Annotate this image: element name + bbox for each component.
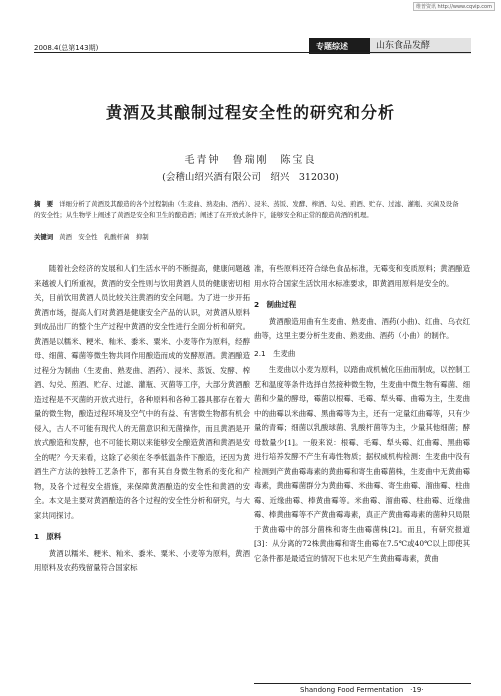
- section-heading-koji: 2 制曲过程: [254, 300, 297, 309]
- authors: 毛青钟 鲁瑞刚 陈宝良: [184, 155, 317, 166]
- watermark: 维普资讯 http://www.cqvip.com: [413, 2, 495, 11]
- issue-number: 2008.4(总第143期): [34, 44, 99, 52]
- footer-rule: [254, 683, 471, 684]
- intro-paragraph: 随着社会经济的发展和人们生活水平的不断提高，健康问题越来越被人们所重视，黄酒的安全性则与饮用黄酒人员的健康密切相关，目前饮用黄酒人员比较关注黄酒的安全问题。为了进一步开拓黄酒市场，提高人们对黄酒是健康安全产品的认识，对黄酒从原料到成品出厂的整个生产过程中黄酒的安全性进行全面分析和研究。黄酒是以糯米、粳米、籼米、黍米、粟米、小麦等作为原料，经醇母、细菌、霉菌等微生物共同作用酿造而成的发酵原酒。黄酒酿造过程分为制曲（生麦曲、熟麦曲、酒药）、浸米、蒸饭、发酵、榨酒、勾兑、煎酒、贮存、过滤、灌瓶、灭菌等工序，大部分黄酒酿造过程是不灭菌的开放式进行，各种原料和各种工器具都存在着大量的微生物，酿造过程环境及空气中的有益、有害微生物都有机会侵入，古人不可能有现代人的无菌意识和无菌操作，而且黄酒是开放式酿造和发酵，也不可能长期以来能够安全酿造黄酒和黄酒是安全的呢？今天来看，这除了必须在冬季低温条件下酿造，还因为黄酒生产方法的独特工艺条件下，都有其自身微生物系的变化和产物，及各个过程安全措施，来保障黄酒酿造的安全性和黄酒的安全。本文是主要对黄酒酿造的各个过程的安全性分析和研究，与大家共同探讨。: [34, 264, 250, 520]
- abstract-label: 摘 要: [34, 200, 54, 208]
- keywords-label: 关键词: [34, 233, 54, 241]
- koji-paragraph: 黄酒酿造用曲有生麦曲、熟麦曲、酒药(小曲)、红曲、乌衣红曲等，这里主要分析生麦曲、熟麦曲、酒药（小曲）的制作。: [254, 316, 470, 340]
- abstract-text: 详细分析了黄酒及其酿造的各个过程制曲（生麦曲、熟麦曲、酒药）、浸米、蒸饭、发酵、榨酒、勾兑、煎酒、贮存、过滤、灌瓶、灭菌及设备的安全性；从生物学上阐述了黄酒是安全和卫生的酿造酒；阐述了在开放式条件下，能够安全和正常的酿造黄酒的机理。: [34, 200, 459, 219]
- keywords-text: 黄酒 安全性 乳酸杆菌 抑制: [59, 233, 149, 241]
- keywords: [34, 232, 464, 241]
- article-title: 黄酒及其酿制过程安全性的研究和分析: [105, 103, 395, 122]
- subsection-heading-raw-wheat-koji: 2.1 生麦曲: [254, 348, 296, 358]
- page-footer: Shandong Food Fermentation ·19·: [300, 686, 424, 694]
- journal-name: 山东食品发酵: [376, 41, 431, 51]
- affiliation: (会稽山绍兴酒有限公司 绍兴 312030): [162, 172, 339, 183]
- header-rule: [34, 52, 471, 53]
- left-column: [34, 262, 250, 576]
- right-column: [254, 262, 470, 566]
- abstract: [34, 199, 464, 221]
- raw-material-continued: 准，有些原料还符合绿色食品标准，无霉变和变质原料；黄酒酿造用水符合国家生活饮用水标准要求，即黄酒用原料是安全的。: [254, 264, 470, 288]
- raw-material-paragraph: 黄酒以糯米、粳米、籼米、黍米、粟米、小麦等为原料，黄酒用原料及农药残留量符合国家标: [34, 548, 250, 572]
- column-tag: 专题综述: [316, 42, 348, 51]
- section-heading-raw-material: 1 原料: [34, 532, 62, 541]
- raw-wheat-koji-paragraph: 生麦曲以小麦为原料，以踏曲成机械化压曲而制成，以控制工艺和温度等条件选择自然接种微生物，生麦曲中微生物有霉菌、细菌和少量的酵母，霉菌以根霉、毛霉、犁头霉、曲霉为主，生麦曲中的曲霉以米曲霉、黑曲霉等为主，还有一定量红曲霉等，只有少量的青霉；细菌以乳酸球菌、乳酸杆菌等为主，少量其他细菌；酵母数量少[1]。一般来说：根霉、毛霉、犁头霉、红曲霉、黑曲霉进行培养发酵不产生有毒性物质；据权威机构检测：生麦曲中没有检测到产黄曲霉毒素的黄曲霉和寄生曲霉菌株，生麦曲中无黄曲霉毒素，黄曲霉菌群分为黄曲霉、米曲霉、寄生曲霉、溜曲霉、柱曲霉、近缘曲霉、棒黄曲霉等。米曲霉、溜曲霉、柱曲霉、近缘曲霉、棒黄曲霉等不产黄曲霉毒素，真正产黄曲霉毒素的菌种只局限于黄曲霉中的部分菌株和寄生曲霉菌株[2]。而且，有研究报道[3]：从分离的72株黄曲霉和寄生曲霉在7.5℃或40℃以上即使其它条件都是最适宜的情况下也未见产生黄曲霉毒素，黄曲: [254, 365, 470, 563]
